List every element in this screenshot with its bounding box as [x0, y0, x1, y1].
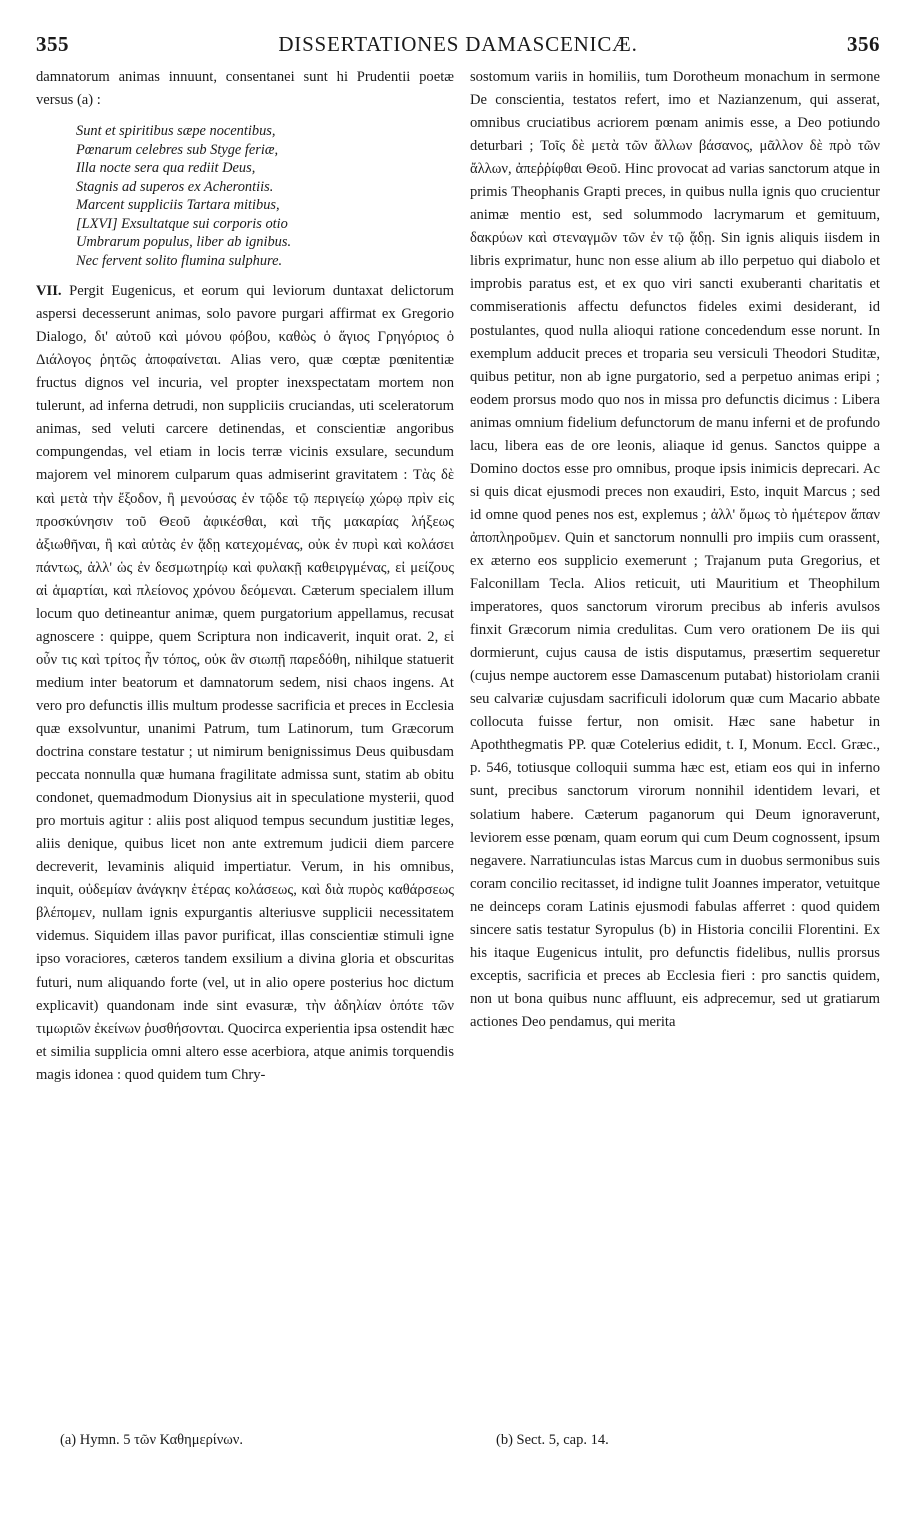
section-vii: [36, 280, 454, 1087]
right-column: [470, 66, 880, 1034]
verse-line: Sunt et spiritibus sæpe nocentibus,: [76, 123, 276, 140]
verse-line: Stagnis ad superos ex Acherontiis.: [76, 178, 274, 195]
prudentius-verse: [76, 122, 454, 270]
section-number: VII.: [36, 283, 62, 300]
verse-line: Illa nocte sera qua rediit Deus,: [76, 160, 256, 177]
verse-line: [LXVI] Exsultatque sui corporis otio: [76, 215, 288, 232]
page-number-left: 355: [36, 32, 69, 56]
page-header: [36, 32, 880, 66]
footnote-b: (b) Sect. 5, cap. 14.: [496, 1432, 609, 1448]
running-title: DISSERTATIONES DAMASCENICÆ.: [278, 32, 638, 56]
left-column: [36, 66, 454, 1087]
left-opening-text: damnatorum animas innuunt, consentanei sunt hi Prudentii poetæ versus (a) :: [36, 69, 454, 109]
verse-line: Marcent suppliciis Tartara mitibus,: [76, 197, 280, 214]
verse-line: Umbrarum populus, liber ab ignibus.: [76, 234, 292, 251]
footnote-a: (a) Hymn. 5 τῶν Καθημερίνων.: [60, 1432, 243, 1448]
verse-line: Pœnarum celebres sub Styge feriæ,: [76, 141, 279, 158]
page-number-right: 356: [847, 32, 880, 56]
verse-line: Nec fervent solito flumina sulphure.: [76, 252, 283, 269]
right-column-text: sostomum variis in homiliis, tum Dorotheum monachum in sermone De conscientia, testatos refert, imo et Nazianzenum, qui asserat, omnibus cruciatibus acriorem pœnam animis esse, a Deo potiundo deturbari ; Τοῖς δὲ μετὰ τῶν ἄλλων βάσανος, μᾶλλον δὲ πρὸ τῶν ἄλλων, ἀπεῤῥίφθαι Θεοῦ. Hinc provocat ad varias sanctorum atque in primis Theophanis Grapti preces, in quibus nulla ignis quo crucientur animæ mentio est, sed solummodo lacrymarum et gemituum, δακρύων καὶ στεναγμῶν τῶν ἐν τῷ ᾅδῃ. Sin ignis aliquis iisdem in libris exprimatur, hunc non esse alium ab illo perpetuo qui diabolo et improbis paratus est, et ex quo viri sancti exuberanti charitatis et commiserationis affectu defunctos fideles eximi desiderant, id postulantes, quod nulla alioqui ratione concedendum esse norunt. In exemplum adducit preces et troparia seu versiculi Theodori Studitæ, quibus petitur, non ab igne purgatorio, sed a perpetuo animas eripi ; eodem prorsus modo quo nos in missa pro defunctis dicimus : Libera animas omnium fidelium defunctorum de manu inferni et de profundo lacu, libera eas de ore leonis, aliaque id genus. Sanctos quippe a Domino doctos esse pro omnibus, proque ipsis inimicis deprecari. Ac si quis dicat ejusmodi preces non exaudiri, Esto, inquit Marcus ; sed id omne quod penes nos est, explemus ; ἀλλ' ὅμως τὸ ἡμέτερον ἅπαν ἀποπληροῦμεν. Quin et sanctorum nonnulli pro impiis cum orassent, ex æterno eos supplicio exemerunt ; Trajanum puta Gregorius, et Falconillam Tecla. Alios reticuit, uti Mauritium et Theophilum imperatores, quos sanctorum virorum precibus ab inferis avulsos finxit Græcorum nimia credulitas. Cum vero orationem De iis qui dormierunt, cujus causa de istis disputamus, præsertim sequeretur (cujus nempe auctorem esse Damascenum putabat) historiolam cranii seu calvariæ cujusdam sacrificuli idolorum quæ cum Macario abbate collocuta fuisse fertur, non omisit. Hæc sane habetur in Apoththegmatis PP. quæ Cotelerius edidit, t. I, Monum. Eccl. Græc., p. 546, totiusque colloquii summa hæc est, etiam eos qui in inferno sunt, precibus sanctorum virorum nonnihil identidem levari, et solatium habere. Cæterum paganorum qui Deum ignoraverunt, leviorem esse pœnam, quam eorum qui cum Deum cognossent, ipsum negavere. Narratiunculas istas Marcus cum in duobus sermonibus suis coram concilio recitasset, id indigne tulit Joannes imperator, vetuitque ne deinceps coram Latinis ejusmodi fabulas afferret : quod quidem sincere satis testatur Syropulus (b) in Historia concilii Florentini. Ex his itaque Eugenicus intulit, pro defunctis fidelibus, nullis prorsus exceptis, sacrificia et preces ab Ecclesia fieri : pro sanctis quidem, non ut bona quibus nunc affluunt, eis adprecemur, sed ut gratiarum actiones Deo pendamus, qui merita: [470, 69, 880, 1030]
section-vii-text: Pergit Eugenicus, et eorum qui leviorum duntaxat delictorum aspersi decesserunt animas, solo pavore purgari affirmat ex Gregorio Dialogo, δι' αὐτοῦ καὶ μόνου φόβου, καθὼς ὁ ἅγιος Γρηγόριος ὁ Διάλογος ῥητῶς ἀποφαίνεται. Alias vero, quæ cœptæ pœnitentiæ fructus dignos vel incuria, vel propter inexspectatam mortem non tulerunt, ad inferna detrudi, non suppliciis cruciandas, uti sceleratorum animas, sed veluti carcere detinendas, et conscientiæ angoribus compungendas, vel etiam in locis terræ vicinis exsulare, secundum majorem vel minorem culparum quas admiserint gravitatem : Τὰς δὲ καὶ μετὰ τὴν ἔξοδον, ἢ μενούσας ἐν τῷδε τῷ περιγείῳ χώρῳ πρὶν εἰς προσκύνησιν τοῦ Θεοῦ ἀφικέσθαι, καὶ τῆς μακαρίας λήξεως ἀξιωθῆναι, ἢ καὶ αὐτὰς ἐν ᾅδῃ κατεχομένας, οὐκ ἐν πυρὶ καὶ κολάσει πάντως, ἀλλ' ὡς ἐν δεσμωτηρίῳ καὶ φυλακῇ καθειργμένας, εἰ μείζους αἱ ἁμαρτίαι, καὶ πλείονος χρόνου δεόμεναι. Cæterum specialem illum locum quo detineantur animæ, quem purgatorium appellamus, recusat agnoscere : quippe, quem Scriptura non indicaverit, inquit orat. 2, εἰ οὖν τις καὶ τρίτος ἦν τόπος, οὐκ ἂν σιωπῇ παρεδόθη, nihilque statuerit medium inter beatorum et damnatorum sedem, nisi chaos ingens. At vero pro defunctis illis multum prodesse sacrificia et preces in Ecclesia quæ exsolvuntur, unanimi Patrum, tum Latinorum, tum Græcorum doctrina constare testatur ; ut nimirum benignissimus Deus quibusdam peccata nonnulla quæ humana fragilitate admissa sunt, statim ab obitu condonet, quemadmodum Dionysius ait in speculatione mysterii, quod pro mortuis agitur : aliis post aliquod tempus secundum justitiæ leges, aliis denique, quibus licet non ante extremum judicii diem parcere decreverit, levaminis aliquid impertiatur. Verum, in his omnibus, inquit, οὐδεμίαν ἀνάγκην ἑτέρας κολάσεως, καὶ διὰ πυρὸς καθάρσεως βλέπομεν, nullam ignis expurgantis alteriusve supplicii necessitatem videmus. Siquidem illas pavor purificat, illas conscientiæ stimuli igne ipso voraciores, cæteros tandem exsilium a divina gloria et obscuritas futuri, num aliquando forte (vel, ut in alio opere posterius hoc dictum explicavit) quandonam inde sint evasuræ, τὴν ἀδηλίαν ὁπότε τῶν τιμωριῶν ἐκείνων ῥυσθήσονται. Quocirca experientia ipsa ostendit hæc et similia supplicia omni altero esse acerbiora, atque animis torquendis magis idonea : quod quidem tum Chry-: [36, 283, 454, 1083]
